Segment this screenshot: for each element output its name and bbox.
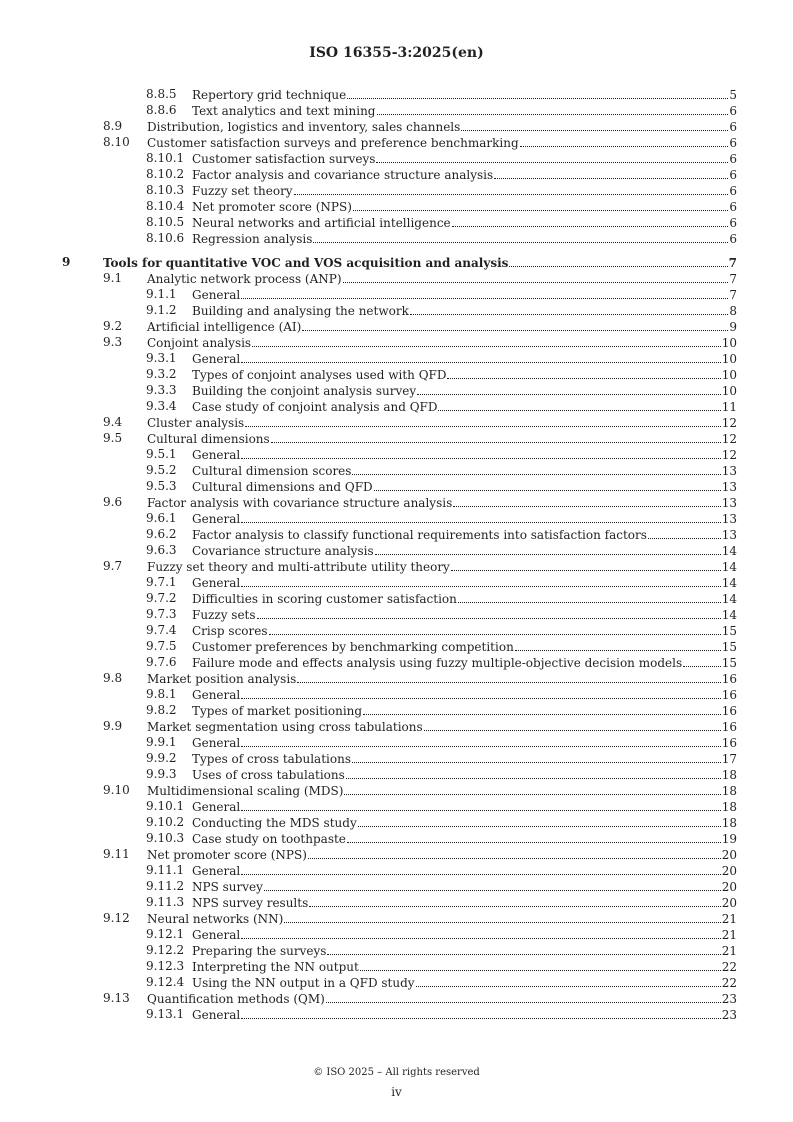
toc-entry[interactable] — [0, 718, 793, 734]
toc-entry-number: 9.7.4 — [146, 623, 177, 637]
toc-entry-number: 9.11.2 — [146, 879, 185, 893]
toc-entry-page: 10 — [721, 368, 737, 382]
dot-leader — [309, 894, 720, 907]
toc-entry-number: 9.9 — [103, 719, 123, 733]
toc-entry[interactable] — [0, 670, 793, 686]
toc-entry-title: Cultural dimension scores — [192, 464, 352, 478]
toc-entry-number: 9.10.2 — [146, 815, 185, 829]
dot-leader — [241, 734, 720, 747]
dot-leader — [358, 814, 721, 827]
toc-entry[interactable] — [0, 862, 793, 878]
dot-leader — [374, 478, 721, 491]
toc-entry-number: 9.13 — [103, 991, 130, 1005]
toc-entry-number: 9.7.3 — [146, 607, 177, 621]
toc-entry[interactable] — [0, 118, 793, 134]
toc-entry-title: Market segmentation using cross tabulations — [147, 720, 423, 734]
toc-entry-number: 9.5.1 — [146, 447, 177, 461]
toc-entry-title: Building the conjoint analysis survey — [192, 384, 417, 398]
toc-entry-page: 21 — [721, 944, 737, 958]
toc-entry-title: Using the NN output in a QFD study — [192, 976, 415, 990]
toc-entry-page: 16 — [721, 688, 737, 702]
toc-entry-number: 9.8 — [103, 671, 123, 685]
toc-entry-page: 14 — [721, 608, 737, 622]
toc-entry-title: General — [192, 512, 241, 526]
toc-entry-page: 15 — [721, 624, 737, 638]
toc-entry[interactable] — [0, 102, 793, 118]
dot-leader — [452, 214, 729, 227]
dot-leader — [269, 622, 721, 635]
toc-entry-number: 9.12.2 — [146, 943, 185, 957]
toc-entry[interactable] — [0, 574, 793, 590]
dot-leader — [377, 102, 729, 115]
toc-entry-number: 9.3 — [103, 335, 123, 349]
dot-leader — [461, 118, 728, 131]
toc-entry-number: 9.7 — [103, 559, 123, 573]
toc-entry-page: 17 — [721, 752, 737, 766]
toc-entry-number: 9.1.1 — [146, 287, 177, 301]
toc-entry-title: Cultural dimensions — [147, 432, 270, 446]
toc-entry[interactable] — [0, 414, 793, 430]
dot-leader — [417, 382, 721, 395]
toc-entry-page: 19 — [721, 832, 737, 846]
toc-entry-title: Analytic network process (ANP) — [147, 272, 342, 286]
toc-entry-number: 9.1.2 — [146, 303, 177, 317]
toc-entry-number: 9.3.1 — [146, 351, 177, 365]
toc-entry-title: General — [192, 1008, 241, 1022]
toc-entry-number: 9.11 — [103, 847, 130, 861]
toc-entry-number: 9.5 — [103, 431, 123, 445]
toc-entry-page: 6 — [729, 120, 737, 134]
toc-entry-page: 14 — [721, 592, 737, 606]
dot-leader — [352, 750, 721, 763]
toc-entry-number: 9.12.1 — [146, 927, 185, 941]
toc-entry-title: Customer satisfaction surveys — [192, 152, 376, 166]
dot-leader — [241, 350, 720, 363]
table-of-contents — [0, 86, 793, 1046]
dot-leader — [297, 670, 720, 683]
dot-leader — [241, 862, 720, 875]
toc-entry-number: 9.5.2 — [146, 463, 177, 477]
toc-entry-page: 7 — [728, 256, 737, 270]
toc-entry-title: Text analytics and text mining — [192, 104, 376, 118]
toc-entry-number: 8.10.1 — [146, 151, 185, 165]
toc-entry-title: Case study of conjoint analysis and QFD — [192, 400, 438, 414]
toc-entry-page: 20 — [721, 864, 737, 878]
toc-entry[interactable] — [0, 270, 793, 286]
dot-leader — [410, 302, 729, 315]
toc-entry-number: 9.3.4 — [146, 399, 177, 413]
dot-leader — [241, 574, 720, 587]
dot-leader — [515, 638, 721, 651]
toc-entry-number: 8.10.6 — [146, 231, 185, 245]
dot-leader — [241, 798, 720, 811]
dot-leader — [347, 830, 721, 843]
toc-entry[interactable] — [0, 446, 793, 462]
toc-entry-title: General — [192, 928, 241, 942]
toc-entry-number: 9.12 — [103, 911, 130, 925]
toc-entry-page: 7 — [729, 272, 737, 286]
toc-entry-title: Multidimensional scaling (MDS) — [147, 784, 344, 798]
dot-leader — [252, 334, 721, 347]
toc-entry-title: General — [192, 800, 241, 814]
toc-entry[interactable] — [0, 302, 793, 318]
toc-entry[interactable] — [0, 478, 793, 494]
toc-entry-page: 12 — [721, 432, 737, 446]
toc-entry-title: Building and analysing the network — [192, 304, 409, 318]
dot-leader — [241, 1006, 720, 1019]
toc-entry-title: Distribution, logistics and inventory, sales channels — [147, 120, 461, 134]
toc-entry-page: 22 — [721, 976, 737, 990]
toc-entry-page: 20 — [721, 880, 737, 894]
toc-entry[interactable] — [0, 318, 793, 334]
toc-entry-title: Net promoter score (NPS) — [147, 848, 307, 862]
toc-entry-title: Customer satisfaction surveys and preference benchmarking — [147, 136, 519, 150]
toc-entry[interactable] — [0, 638, 793, 654]
toc-entry-page: 18 — [721, 800, 737, 814]
toc-entry-page: 10 — [721, 336, 737, 350]
toc-entry-page: 7 — [729, 288, 737, 302]
toc-entry[interactable] — [0, 830, 793, 846]
toc-entry-number: 8.9 — [103, 119, 123, 133]
toc-entry-title: Factor analysis to classify functional requirements into satisfaction factors — [192, 528, 647, 542]
toc-entry-title: General — [192, 576, 241, 590]
toc-entry[interactable] — [0, 622, 793, 638]
toc-entry-title: General — [192, 448, 241, 462]
toc-entry-number: 9.3.2 — [146, 367, 177, 381]
toc-entry-number: 9.11.1 — [146, 863, 185, 877]
toc-entry-number: 8.10.2 — [146, 167, 185, 181]
toc-entry-number: 9.11.3 — [146, 895, 185, 909]
toc-entry[interactable] — [0, 878, 793, 894]
toc-entry-title: General — [192, 288, 241, 302]
toc-entry[interactable] — [0, 606, 793, 622]
dot-leader — [453, 494, 720, 507]
dot-leader — [241, 446, 720, 459]
toc-entry[interactable] — [0, 926, 793, 942]
toc-entry-number: 9.12.4 — [146, 975, 185, 989]
dot-leader — [284, 910, 720, 923]
toc-entry-number: 9.8.1 — [146, 687, 177, 701]
dot-leader — [376, 150, 728, 163]
dot-leader — [264, 878, 721, 891]
toc-entry-page: 14 — [721, 576, 737, 590]
toc-entry-number: 8.8.5 — [146, 87, 177, 101]
dot-leader — [353, 198, 728, 211]
toc-entry[interactable] — [0, 382, 793, 398]
toc-entry-page: 6 — [729, 104, 737, 118]
toc-entry-number: 9.7.6 — [146, 655, 177, 669]
toc-entry[interactable] — [0, 654, 793, 670]
toc-entry-number: 9.7.1 — [146, 575, 177, 589]
toc-entry-title: Conjoint analysis — [147, 336, 252, 350]
toc-entry-number: 8.10.3 — [146, 183, 185, 197]
toc-entry-page: 10 — [721, 352, 737, 366]
toc-entry[interactable] — [0, 166, 793, 182]
toc-entry-page: 16 — [721, 736, 737, 750]
toc-entry-page: 16 — [721, 720, 737, 734]
toc-entry[interactable] — [0, 430, 793, 446]
toc-entry[interactable] — [0, 542, 793, 558]
toc-entry-title: Tools for quantitative VOC and VOS acquisition and analysis — [103, 256, 509, 270]
toc-entry[interactable] — [0, 734, 793, 750]
dot-leader — [257, 606, 721, 619]
toc-entry-title: Regression analysis — [192, 232, 313, 246]
dot-leader — [347, 86, 728, 99]
toc-entry[interactable] — [0, 86, 793, 102]
toc-entry-number: 9.6.1 — [146, 511, 177, 525]
toc-entry-title: Types of cross tabulations — [192, 752, 351, 766]
toc-entry-title: Preparing the surveys — [192, 944, 327, 958]
toc-entry-page: 9 — [729, 320, 737, 334]
toc-entry-number: 9.7.2 — [146, 591, 177, 605]
toc-entry-number: 9.9.3 — [146, 767, 177, 781]
toc-entry[interactable] — [0, 910, 793, 926]
toc-entry[interactable] — [0, 182, 793, 198]
dot-leader — [241, 286, 728, 299]
toc-entry-title: Covariance structure analysis — [192, 544, 374, 558]
toc-entry-page: 15 — [721, 640, 737, 654]
toc-entry[interactable] — [0, 798, 793, 814]
dot-leader — [451, 558, 721, 571]
toc-entry-number: 9.4 — [103, 415, 123, 429]
dot-leader — [344, 782, 720, 795]
toc-entry-page: 20 — [721, 896, 737, 910]
toc-entry[interactable] — [0, 750, 793, 766]
toc-entry-page: 11 — [721, 400, 737, 414]
toc-entry-page: 12 — [721, 416, 737, 430]
document-header: ISO 16355-3:2025(en) — [309, 45, 484, 61]
toc-entry-page: 6 — [729, 232, 737, 246]
dot-leader — [648, 526, 721, 539]
dot-leader — [327, 942, 720, 955]
toc-entry-number: 9.9.1 — [146, 735, 177, 749]
toc-entry-page: 15 — [721, 656, 737, 670]
toc-entry-title: Cultural dimensions and QFD — [192, 480, 373, 494]
toc-entry-page: 20 — [721, 848, 737, 862]
dot-leader — [326, 990, 721, 1003]
toc-entry[interactable] — [0, 350, 793, 366]
toc-entry-title: Difficulties in scoring customer satisfaction — [192, 592, 457, 606]
dot-leader — [447, 366, 720, 379]
toc-entry-page: 13 — [721, 512, 737, 526]
dot-leader — [245, 414, 721, 427]
toc-entry-title: Conducting the MDS study — [192, 816, 357, 830]
toc-entry-page: 6 — [729, 184, 737, 198]
dot-leader — [302, 318, 728, 331]
toc-entry-page: 22 — [721, 960, 737, 974]
toc-entry-title: Types of market positioning — [192, 704, 363, 718]
toc-entry-title: Fuzzy set theory and multi-attribute utility theory — [147, 560, 450, 574]
toc-entry-page: 16 — [721, 672, 737, 686]
toc-entry-page: 23 — [721, 1008, 737, 1022]
toc-entry-page: 13 — [721, 464, 737, 478]
toc-entry-title: Customer preferences by benchmarking competition — [192, 640, 514, 654]
toc-entry-title: Factor analysis with covariance structure analysis — [147, 496, 453, 510]
toc-entry-page: 5 — [729, 88, 737, 102]
toc-entry-number: 9.10.3 — [146, 831, 185, 845]
toc-entry[interactable] — [0, 846, 793, 862]
toc-entry-title: General — [192, 736, 241, 750]
toc-entry-number: 9.12.3 — [146, 959, 185, 973]
dot-leader — [241, 926, 720, 939]
copyright-notice: © ISO 2025 – All rights reserved — [313, 1067, 480, 1078]
toc-entry-page: 8 — [729, 304, 737, 318]
dot-leader — [241, 686, 720, 699]
toc-entry-page: 13 — [721, 528, 737, 542]
toc-entry-title: Cluster analysis — [147, 416, 245, 430]
dot-leader — [375, 542, 721, 555]
toc-entry[interactable] — [0, 990, 793, 1006]
toc-entry-page: 18 — [721, 816, 737, 830]
dot-leader — [343, 270, 729, 283]
toc-entry[interactable] — [0, 462, 793, 478]
toc-entry-number: 9.10.1 — [146, 799, 185, 813]
dot-leader — [352, 462, 720, 475]
toc-entry[interactable] — [0, 286, 793, 302]
toc-entry[interactable] — [0, 134, 793, 150]
toc-entry[interactable] — [0, 1006, 793, 1022]
toc-entry-number: 8.10.4 — [146, 199, 185, 213]
toc-entry-number: 9.6 — [103, 495, 123, 509]
toc-entry[interactable] — [0, 942, 793, 958]
dot-leader — [520, 134, 729, 147]
toc-entry-page: 23 — [721, 992, 737, 1006]
toc-entry-page: 14 — [721, 560, 737, 574]
toc-entry-title: Fuzzy set theory — [192, 184, 293, 198]
toc-entry[interactable] — [0, 334, 793, 350]
toc-entry[interactable] — [0, 230, 793, 246]
toc-entry-title: NPS survey — [192, 880, 263, 894]
toc-entry-title: NPS survey results — [192, 896, 309, 910]
toc-entry[interactable] — [0, 782, 793, 798]
dot-leader — [313, 230, 728, 243]
toc-entry[interactable] — [0, 398, 793, 414]
toc-entry-page: 6 — [729, 168, 737, 182]
toc-entry-page: 10 — [721, 384, 737, 398]
toc-entry-title: Factor analysis and covariance structure analysis — [192, 168, 494, 182]
toc-entry[interactable] — [0, 366, 793, 382]
toc-entry-page: 6 — [729, 152, 737, 166]
toc-entry-page: 18 — [721, 784, 737, 798]
dot-leader — [346, 766, 721, 779]
toc-entry[interactable] — [0, 590, 793, 606]
toc-entry[interactable] — [0, 974, 793, 990]
toc-entry[interactable] — [0, 494, 793, 510]
dot-leader — [494, 166, 728, 179]
toc-entry-title: Neural networks and artificial intelligence — [192, 216, 451, 230]
toc-entry-title: Net promoter score (NPS) — [192, 200, 352, 214]
toc-entry[interactable] — [0, 198, 793, 214]
toc-entry-number: 8.10.5 — [146, 215, 185, 229]
toc-entry-title: Uses of cross tabulations — [192, 768, 345, 782]
toc-entry-title: Failure mode and effects analysis using fuzzy multiple-objective decision models — [192, 656, 683, 670]
dot-leader — [241, 510, 720, 523]
toc-entry-title: Interpreting the NN output — [192, 960, 359, 974]
toc-entry-title: Market position analysis — [147, 672, 297, 686]
toc-entry[interactable] — [0, 526, 793, 542]
toc-entry[interactable] — [0, 558, 793, 574]
toc-entry[interactable] — [0, 510, 793, 526]
toc-entry-page: 12 — [721, 448, 737, 462]
toc-entry-number: 9.6.2 — [146, 527, 177, 541]
dot-leader — [458, 590, 721, 603]
toc-entry[interactable] — [0, 150, 793, 166]
toc-entry-title: Fuzzy sets — [192, 608, 256, 622]
toc-entry-page: 21 — [721, 928, 737, 942]
toc-entry[interactable] — [0, 766, 793, 782]
toc-entry-title: Quantification methods (QM) — [147, 992, 325, 1006]
toc-entry-number: 9.1 — [103, 271, 123, 285]
dot-leader — [363, 702, 721, 715]
dot-leader — [308, 846, 721, 859]
toc-entry-page: 21 — [721, 912, 737, 926]
toc-entry[interactable] — [0, 214, 793, 230]
toc-entry[interactable] — [0, 254, 793, 270]
toc-entry-title: Types of conjoint analyses used with QFD — [192, 368, 447, 382]
dot-leader — [424, 718, 721, 731]
toc-entry-number: 9.6.3 — [146, 543, 177, 557]
toc-entry-title: General — [192, 864, 241, 878]
toc-entry-page: 13 — [721, 480, 737, 494]
toc-entry-number: 9.5.3 — [146, 479, 177, 493]
toc-entry-page: 13 — [721, 496, 737, 510]
page-number: iv — [391, 1085, 402, 1099]
toc-entry-number: 8.8.6 — [146, 103, 177, 117]
dot-leader — [683, 654, 721, 667]
toc-entry-number: 9.3.3 — [146, 383, 177, 397]
toc-entry-page: 6 — [729, 136, 737, 150]
toc-entry-page: 16 — [721, 704, 737, 718]
toc-entry-number: 9.2 — [103, 319, 123, 333]
toc-entry-number: 9.9.2 — [146, 751, 177, 765]
toc-entry-number: 9.13.1 — [146, 1007, 185, 1021]
toc-entry[interactable] — [0, 814, 793, 830]
toc-entry-number: 9.8.2 — [146, 703, 177, 717]
dot-leader — [360, 958, 721, 971]
toc-entry-number: 8.10 — [103, 135, 130, 149]
toc-entry-title: General — [192, 352, 241, 366]
toc-entry-title: Case study on toothpaste — [192, 832, 346, 846]
toc-entry-number: 9.10 — [103, 783, 130, 797]
dot-leader — [294, 182, 729, 195]
toc-entry-title: Artificial intelligence (AI) — [147, 320, 302, 334]
dot-leader — [509, 254, 727, 267]
toc-entry-title: Neural networks (NN) — [147, 912, 284, 926]
toc-entry[interactable] — [0, 958, 793, 974]
toc-entry-page: 6 — [729, 200, 737, 214]
toc-entry-page: 6 — [729, 216, 737, 230]
toc-entry-page: 14 — [721, 544, 737, 558]
toc-entry[interactable] — [0, 686, 793, 702]
dot-leader — [416, 974, 721, 987]
toc-entry-page: 18 — [721, 768, 737, 782]
toc-entry-title: Repertory grid technique — [192, 88, 347, 102]
toc-entry-title: Crisp scores — [192, 624, 268, 638]
dot-leader — [438, 398, 720, 411]
toc-entry[interactable] — [0, 894, 793, 910]
dot-leader — [271, 430, 721, 443]
toc-entry[interactable] — [0, 702, 793, 718]
toc-entry-number: 9 — [62, 255, 71, 269]
toc-entry-number: 9.7.5 — [146, 639, 177, 653]
toc-entry-title: General — [192, 688, 241, 702]
